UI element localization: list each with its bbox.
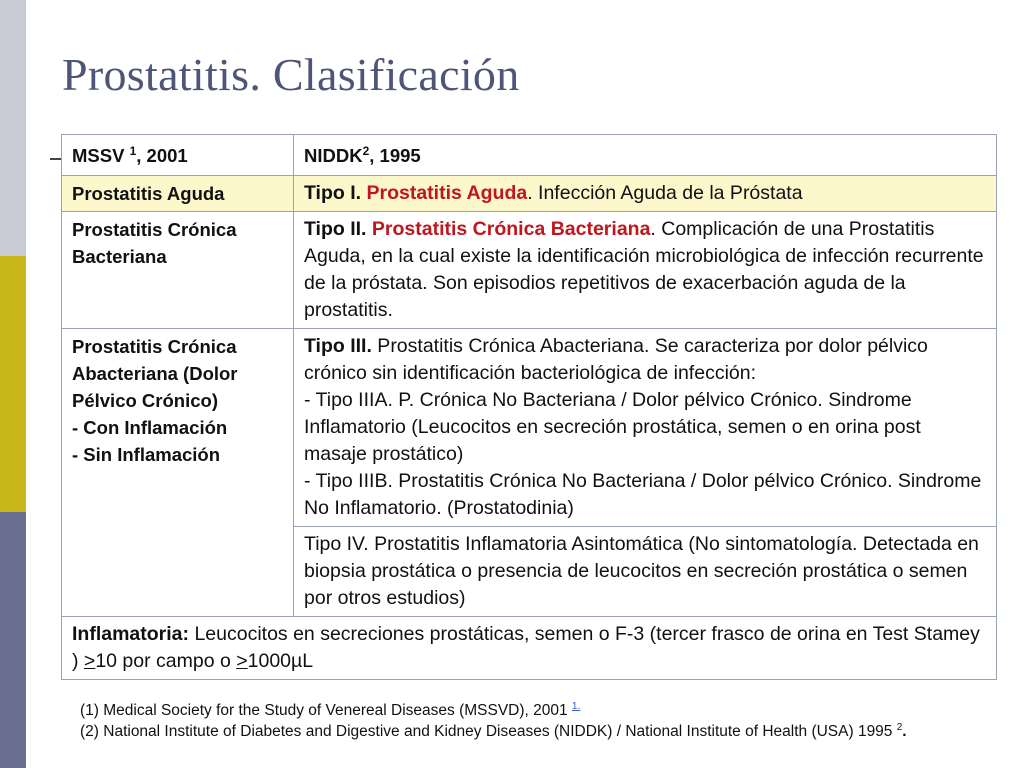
footnote-2: (2) National Institute of Diabetes and Digestive and Kidney Diseases (NIDDK) / National Institute of Health (USA) 1995 $^2$. [80, 721, 907, 740]
niddk-cell-type4: Tipo IV. Prostatitis Inflamatoria Asintomática (No sintomatología. Detectada en biopsia prostática o presencia de leucocitos en secreción prostática o semen por otros estudios) [294, 527, 997, 617]
niddk-cell-type2: Tipo II. Prostatitis Crónica Bacteriana. Complicación de una Prostatitis Aguda, en la cual existe la identificación microbiológica de infección recurrente de la próstata. Son episodios repetitivos de exacerbación aguda de la prostatitis. [294, 212, 997, 329]
classification-table [61, 134, 997, 680]
footnotes [80, 700, 907, 742]
type3b-text: - Tipo IIIB. Prostatitis Crónica No Bacteriana / Dolor pélvico Crónico. Sindrome No Inflamatorio. (Prostatodinia) [304, 470, 982, 519]
table-header-row [62, 135, 997, 176]
mssv-cell-acute: Prostatitis Aguda [62, 176, 294, 212]
mssv-cell-chronic-bacterial: Prostatitis Crónica Bacteriana [62, 212, 294, 329]
slide-title: Prostatitis. Clasificación [62, 49, 520, 100]
mssv-cell-chronic-abacterial: Prostatitis Crónica Abacteriana (Dolor Pélvico Crónico) - Con Inflamación - Sin Inflamación [62, 329, 294, 617]
type3a-text: - Tipo IIIA. P. Crónica No Bacteriana / Dolor pélvico Crónico. Sindrome Inflamatorio (Leucocitos en secreción prostática, semen o en orina post masaje prostático) [304, 389, 921, 465]
niddk-cell-type1: Tipo I. Prostatitis Aguda. Infección Aguda de la Próstata [294, 176, 997, 212]
footnote-1-link[interactable]: 1. [571, 700, 581, 712]
table-row [62, 329, 997, 527]
table-row [62, 617, 997, 680]
decorative-stripe-middle [0, 256, 26, 512]
table-row [62, 212, 997, 329]
header-niddk: NIDDK$^2$, 1995 [294, 135, 997, 176]
decorative-stripe-top [0, 0, 26, 256]
decorative-stripe-bottom [0, 512, 26, 768]
inflammatory-definition-cell: Inflamatoria: Leucocitos en secreciones prostáticas, semen o F-3 (tercer frasco de orina en Test Stamey ) >10 por campo o >1000µL [62, 617, 997, 680]
table-row [62, 176, 997, 212]
header-mssv: MSSV $^1$, 2001 [62, 135, 294, 176]
niddk-cell-type3: Tipo III. Prostatitis Crónica Abacteriana. Se caracteriza por dolor pélvico crónico sin identificación bacteriológica de infección: - Tipo IIIA. P. Crónica No Bacteriana / Dolor pélvico Crónico. Sindrome Inflamatorio (Leucocitos en secreción prostática, semen o en orina post masaje prostático) - Tipo IIIB. Prostatitis Crónica No Bacteriana / Dolor pélvico Crónico. Sindrome No Inflamatorio. (Prostatodinia) [294, 329, 997, 527]
footnote-1: (1) Medical Society for the Study of Venereal Diseases (MSSVD), 2001 $^{1.}$ [80, 700, 581, 719]
